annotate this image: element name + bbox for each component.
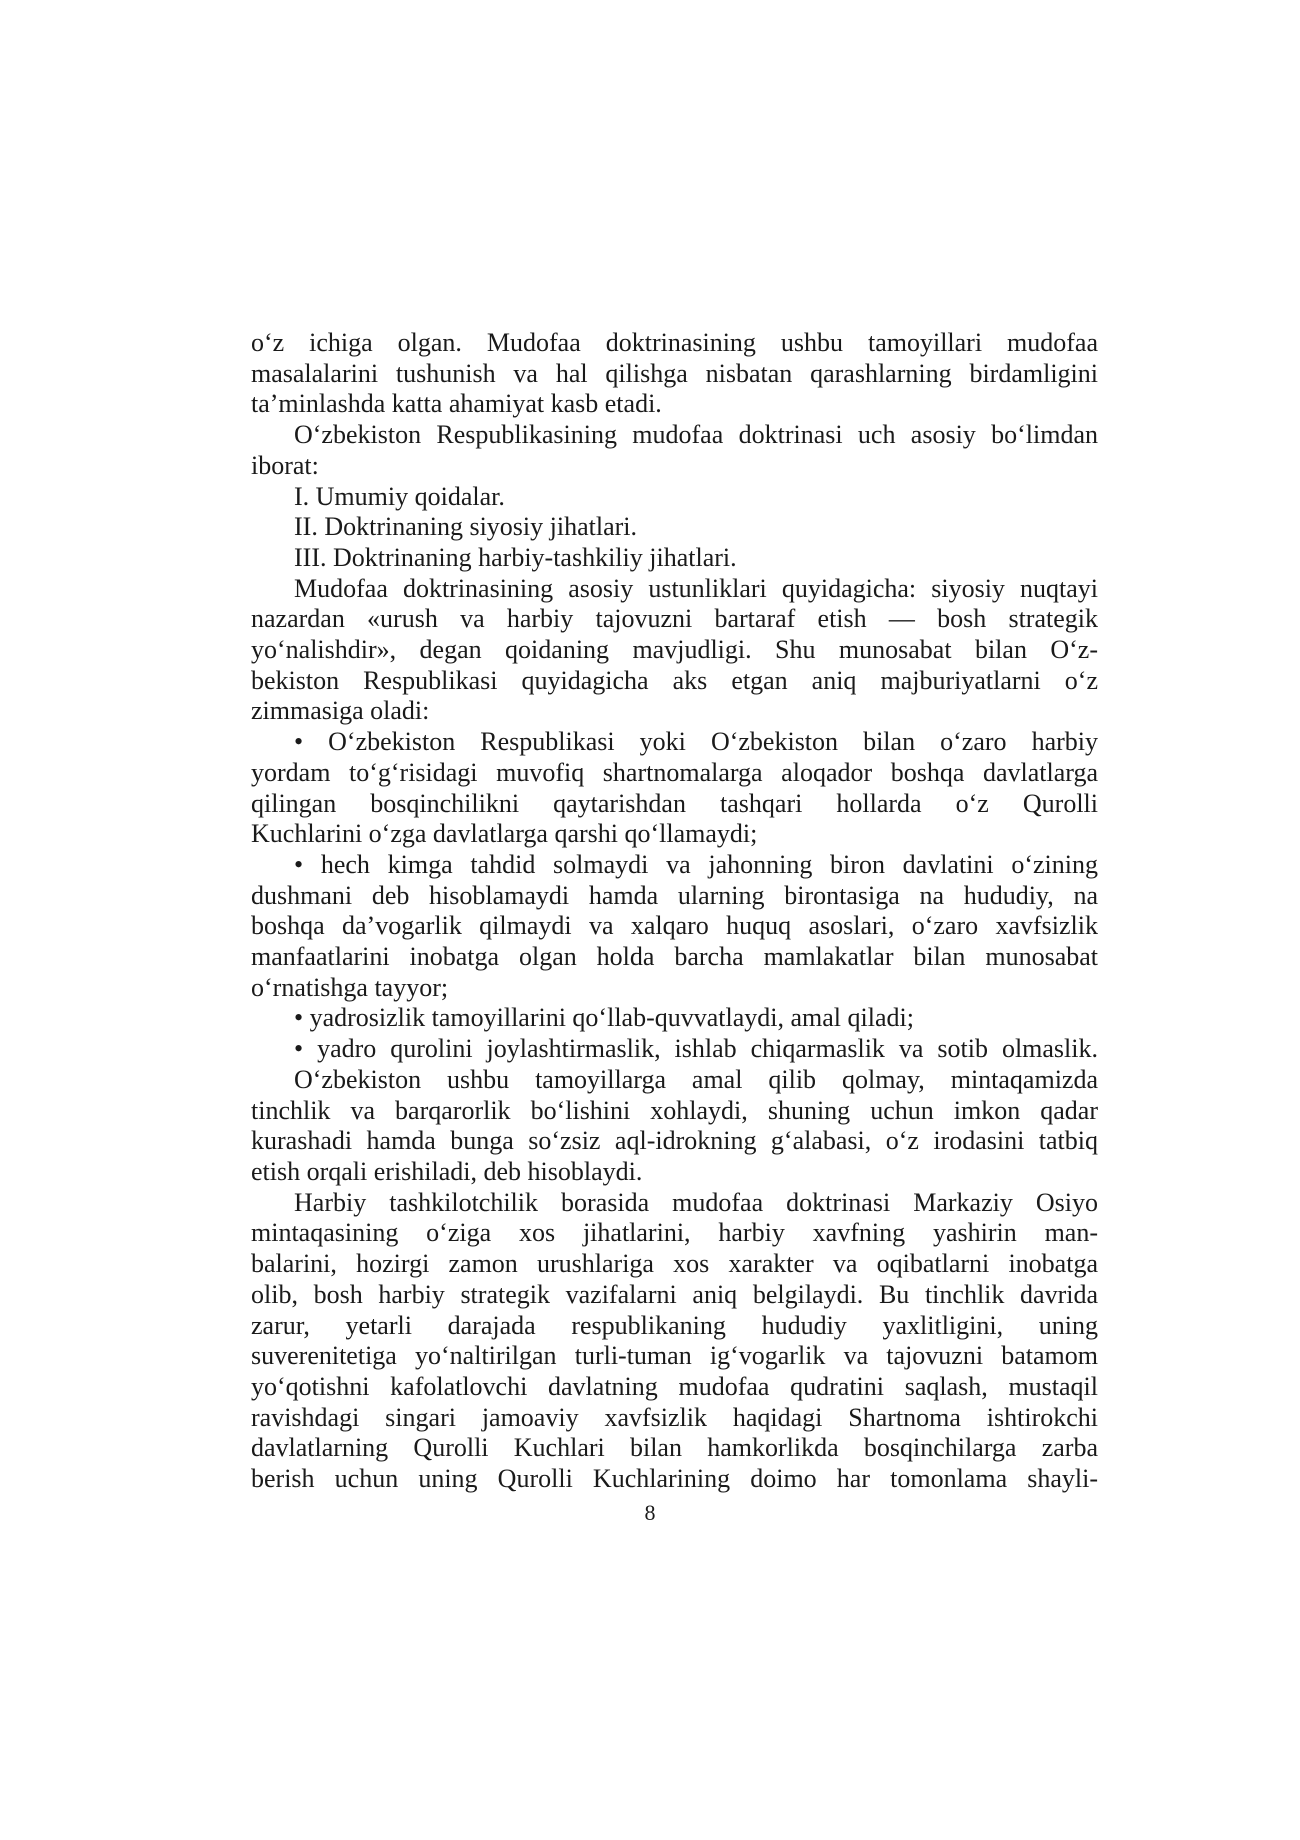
text-line: ravishdagi singari jamoaviy xavfsizlik haqidagi Shartnoma ishtirokchi	[251, 1402, 1098, 1432]
text-line: olib, bosh harbiy strategik vazifalarni aniq belgilaydi. Bu tinchlik davrida	[251, 1279, 1098, 1309]
text-line: • hech kimga tahdid solmaydi va jahonning biron davlatini o‘zining	[294, 849, 1098, 879]
text-line: I. Umumiy qoidalar.	[294, 481, 505, 511]
text-line: manfaatlarini inobatga olgan holda barcha mamlakatlar bilan munosabat	[251, 942, 1098, 972]
text-line: ta’minlashda katta ahamiyat kasb etadi.	[251, 389, 662, 419]
text-line: nazardan «urush va harbiy tajovuzni bartaraf etish — bosh strategik	[251, 604, 1098, 634]
text-line: • yadro qurolini joylashtirmaslik, ishlab chiqarmaslik va sotib olmaslik.	[294, 1034, 1098, 1064]
text-line: zimmasiga oladi:	[251, 696, 430, 726]
text-line: o‘z ichiga olgan. Mudofaa doktrinasining ushbu tamoyillari mudofaa	[251, 328, 1098, 357]
text-line: O‘zbekiston ushbu tamoyillarga amal qilib qolmay, mintaqamizda	[294, 1064, 1098, 1094]
text-line: zarur, yetarli darajada respublikaning hududiy yaxlitligini, uning	[251, 1310, 1098, 1340]
text-line: bekiston Respublikasi quyidagicha aks etgan aniq majburiyatlarni o‘z	[251, 665, 1098, 695]
text-line: • O‘zbekiston Respublikasi yoki O‘zbekiston bilan o‘zaro harbiy	[294, 727, 1098, 757]
text-line: dushmani deb hisoblamaydi hamda ularning birontasiga na hududiy, na	[251, 880, 1098, 910]
text-line: III. Doktrinaning harbiy-tashkiliy jihatlari.	[294, 542, 737, 572]
text-line: tinchlik va barqarorlik bo‘lishini xohlaydi, shuning uchun imkon qadar	[251, 1095, 1098, 1125]
text-line: etish orqali erishiladi, deb hisoblaydi.	[251, 1156, 643, 1186]
text-line: Kuchlarini o‘zga davlatlarga qarshi qo‘llamaydi;	[251, 819, 758, 849]
text-line: o‘rnatishga tayyor;	[251, 972, 449, 1002]
text-line: boshqa da’vogarlik qilmaydi va xalqaro huquq asoslari, o‘zaro xavfsizlik	[251, 911, 1098, 941]
text-line: • yadrosizlik tamoyillarini qo‘llab-quvvatlaydi, amal qiladi;	[294, 1003, 914, 1033]
text-line: kurashadi hamda bunga so‘zsiz aql-idrokning g‘alabasi, o‘z irodasini tatbiq	[251, 1126, 1098, 1156]
text-line: berish uchun uning Qurolli Kuchlarining doimo har tomonlama shayli-	[251, 1464, 1098, 1494]
page-number: 8	[644, 1500, 656, 1525]
text-line: mintaqasining o‘ziga xos jihatlarini, harbiy xavfning yashirin man-	[251, 1218, 1098, 1248]
text-line: iborat:	[251, 450, 319, 480]
body-text	[251, 328, 1098, 1495]
text-line: davlatlarning Qurolli Kuchlari bilan hamkorlikda bosqinchilarga zarba	[251, 1433, 1098, 1463]
text-line: yo‘qotishni kafolatlovchi davlatning mudofaa qudratini saqlash, mustaqil	[251, 1371, 1098, 1401]
text-line: Mudofaa doktrinasining asosiy ustunliklari quyidagicha: siyosiy nuqtayi	[294, 573, 1098, 603]
text-line: O‘zbekiston Respublikasining mudofaa doktrinasi uch asosiy bo‘limdan	[294, 420, 1098, 450]
text-line: yordam to‘g‘risidagi muvofiq shartnomalarga aloqador boshqa davlatlarga	[251, 757, 1098, 787]
text-line: Harbiy tashkilotchilik borasida mudofaa doktrinasi Markaziy Osiyo	[294, 1187, 1098, 1217]
text-line: yo‘nalishdir», degan qoidaning mavjudligi. Shu munosabat bilan O‘z-	[251, 635, 1098, 665]
text-line: qilingan bosqinchilikni qaytarishdan tashqari hollarda o‘z Qurolli	[251, 788, 1098, 818]
text-line: II. Doktrinaning siyosiy jihatlari.	[294, 512, 638, 542]
paragraph-body	[251, 328, 1098, 1495]
text-line: balarini, hozirgi zamon urushlariga xos xarakter va oqibatlarni inobatga	[251, 1249, 1098, 1279]
text-line: masalalarini tushunish va hal qilishga nisbatan qarashlarning birdamligini	[251, 358, 1098, 388]
text-line: suverenitetiga yo‘naltirilgan turli-tuman ig‘vogarlik va tajovuzni batamom	[251, 1341, 1098, 1371]
